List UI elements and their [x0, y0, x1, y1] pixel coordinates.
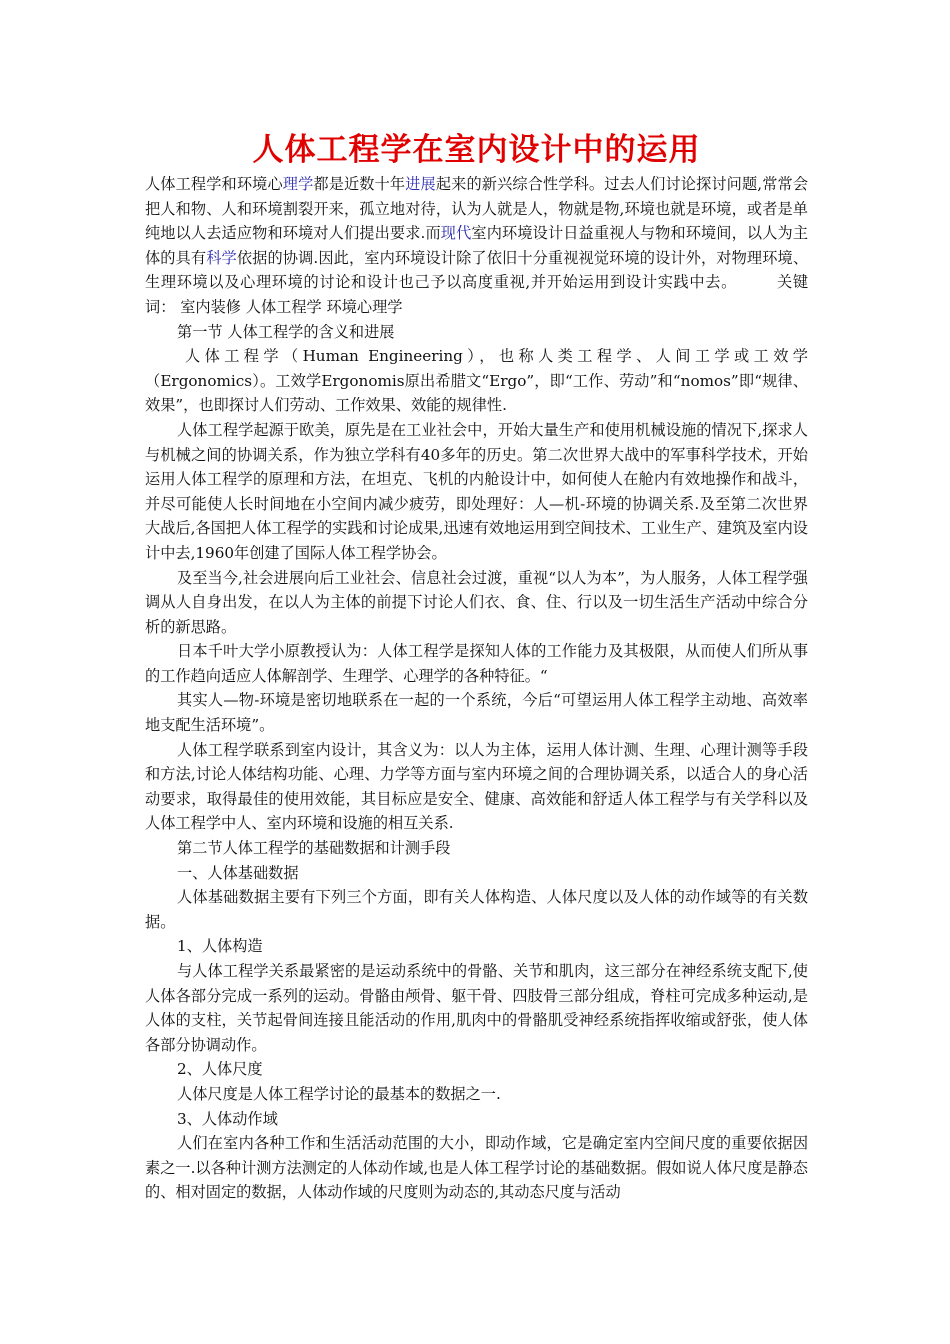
link-progress[interactable]: 进展	[405, 175, 436, 193]
section-heading-1: 第一节 人体工程学的含义和进展	[177, 322, 395, 341]
keywords: 关键词： 室内装修 人体工程学 环境心理学	[145, 273, 809, 316]
body-paragraph: 其实人—物-环境是密切地联系在一起的一个系统，今后“可望运用人体工程学主动地、高效率地支配生活环境”。	[145, 691, 808, 735]
section-heading-2: 第二节人体工程学的基础数据和计测手段	[177, 839, 451, 858]
link-science[interactable]: 科学	[206, 248, 237, 267]
subheading: 1、人体构造	[177, 937, 263, 956]
intro-paragraph	[145, 172, 808, 320]
body-paragraph: 日本千叶大学小原教授认为：人体工程学是探知人体的工作能力及其极限，从而使人们所从事的工作趋向适应人体解剖学、生理学、心理学的各种特征。“	[145, 642, 808, 685]
document-page	[145, 128, 808, 1205]
body-paragraph: 人体工程学联系到室内设计，其含义为：以人为主体，运用人体计测、生理、心理计测等手段和方法,讨论人体结构功能、心理、力学等方面与室内环境之间的合理协调关系，以适合人的身心活动要求，取得最佳的使用效能，其目标应是安全、健康、高效能和舒适人体工程学与有关学科以及人体工程学中人、室内环境和设施的相互关系.	[145, 740, 808, 833]
link-psychology[interactable]: 理学	[282, 175, 314, 193]
intro-text: 都是近数十年	[313, 175, 406, 193]
link-modern[interactable]: 现代	[440, 224, 472, 243]
body-paragraph: 人体基础数据主要有下列三个方面，即有关人体构造、人体尺度以及人体的动作域等的有关数据。	[145, 888, 808, 931]
intro-text: 起来的新兴综合性学科。过去人们讨论探讨问题,常常会把人和物、人和环境割裂开来，孤立地对待，认为人就是人，物就是物,环境也就是环境，或者是单纯地以人去适应物和环境对人们提出要求.而	[145, 175, 809, 243]
intro-text: 依据的协调.因此，室内环境设计除了依旧十分重视视觉环境的设计外，对物理环境、生理环境以及心理环境的讨论和设计也己予以高度重视,并开始运用到设计实践中去。	[145, 248, 809, 292]
body-paragraph: 与人体工程学关系最紧密的是运动系统中的骨骼、关节和肌肉，这三部分在神经系统支配下,使人体各部分完成一系列的运动。骨骼由颅骨、躯干骨、四肢骨三部分组成，脊柱可完成多种运动,是人体的支柱，关节起骨间连接且能活动的作用,肌肉中的骨骼肌受神经系统指挥收缩或舒张，使人体各部分协调动作。	[145, 962, 808, 1054]
body-paragraph: 及至当今,社会进展向后工业社会、信息社会过渡，重视“以人为本”，为人服务，人体工程学强调从人自身出发，在以人为主体的前提下讨论人们衣、食、住、行以及一切生活生产活动中综合分析的新思路。	[145, 568, 808, 636]
subheading: 3、人体动作域	[177, 1109, 278, 1128]
intro-text: 人体工程学和环境心	[145, 175, 283, 193]
subheading: 一、人体基础数据	[177, 863, 299, 882]
intro-text: 室内环境设计日益重视人与物和环境间，以人为主体的具有	[145, 224, 809, 267]
body-paragraph: 人们在室内各种工作和生活活动范围的大小，即动作域，它是确定室内空间尺度的重要依据因素之一.以各种计测方法测定的人体动作域,也是人体工程学讨论的基础数据。假如说人体尺度是静态的、相对固定的数据，人体动作域的尺度则为动态的,其动态尺度与活动	[145, 1134, 808, 1202]
body-paragraph: 人体尺度是人体工程学讨论的最基本的数据之一.	[177, 1084, 501, 1103]
body-paragraph: 人体工程学起源于欧美，原先是在工业社会中，开始大量生产和使用机械设施的情况下,探求人与机械之间的协调关系，作为独立学科有40多年的历史。第二次世界大战中的军事科学技术，开始运用人体工程学的原理和方法，在坦克、飞机的内舱设计中，如何使人在舱内有效地操作和战斗，并尽可能使人长时间地在小空间内减少疲劳，即处理好：人—机-环境的协调关系.及至第二次世界大战后,各国把人体工程学的实践和讨论成果,迅速有效地运用到空间技术、工业生产、建筑及室内设计中去,1960年创建了国际人体工程学协会。	[145, 420, 808, 562]
body-paragraph: 人体工程学（Human Engineering），也称人类工程学、人间工学或工效学（Ergonomics）。工效学Ergonomis原出希腊文“Ergo”，即“工作、劳动”和“nomos”即“规律、效果”，也即探讨人们劳动、工作效果、效能的规律性.	[145, 347, 808, 415]
document-title: 人体工程学在室内设计中的运用	[252, 132, 701, 168]
subheading: 2、人体尺度	[177, 1060, 263, 1079]
